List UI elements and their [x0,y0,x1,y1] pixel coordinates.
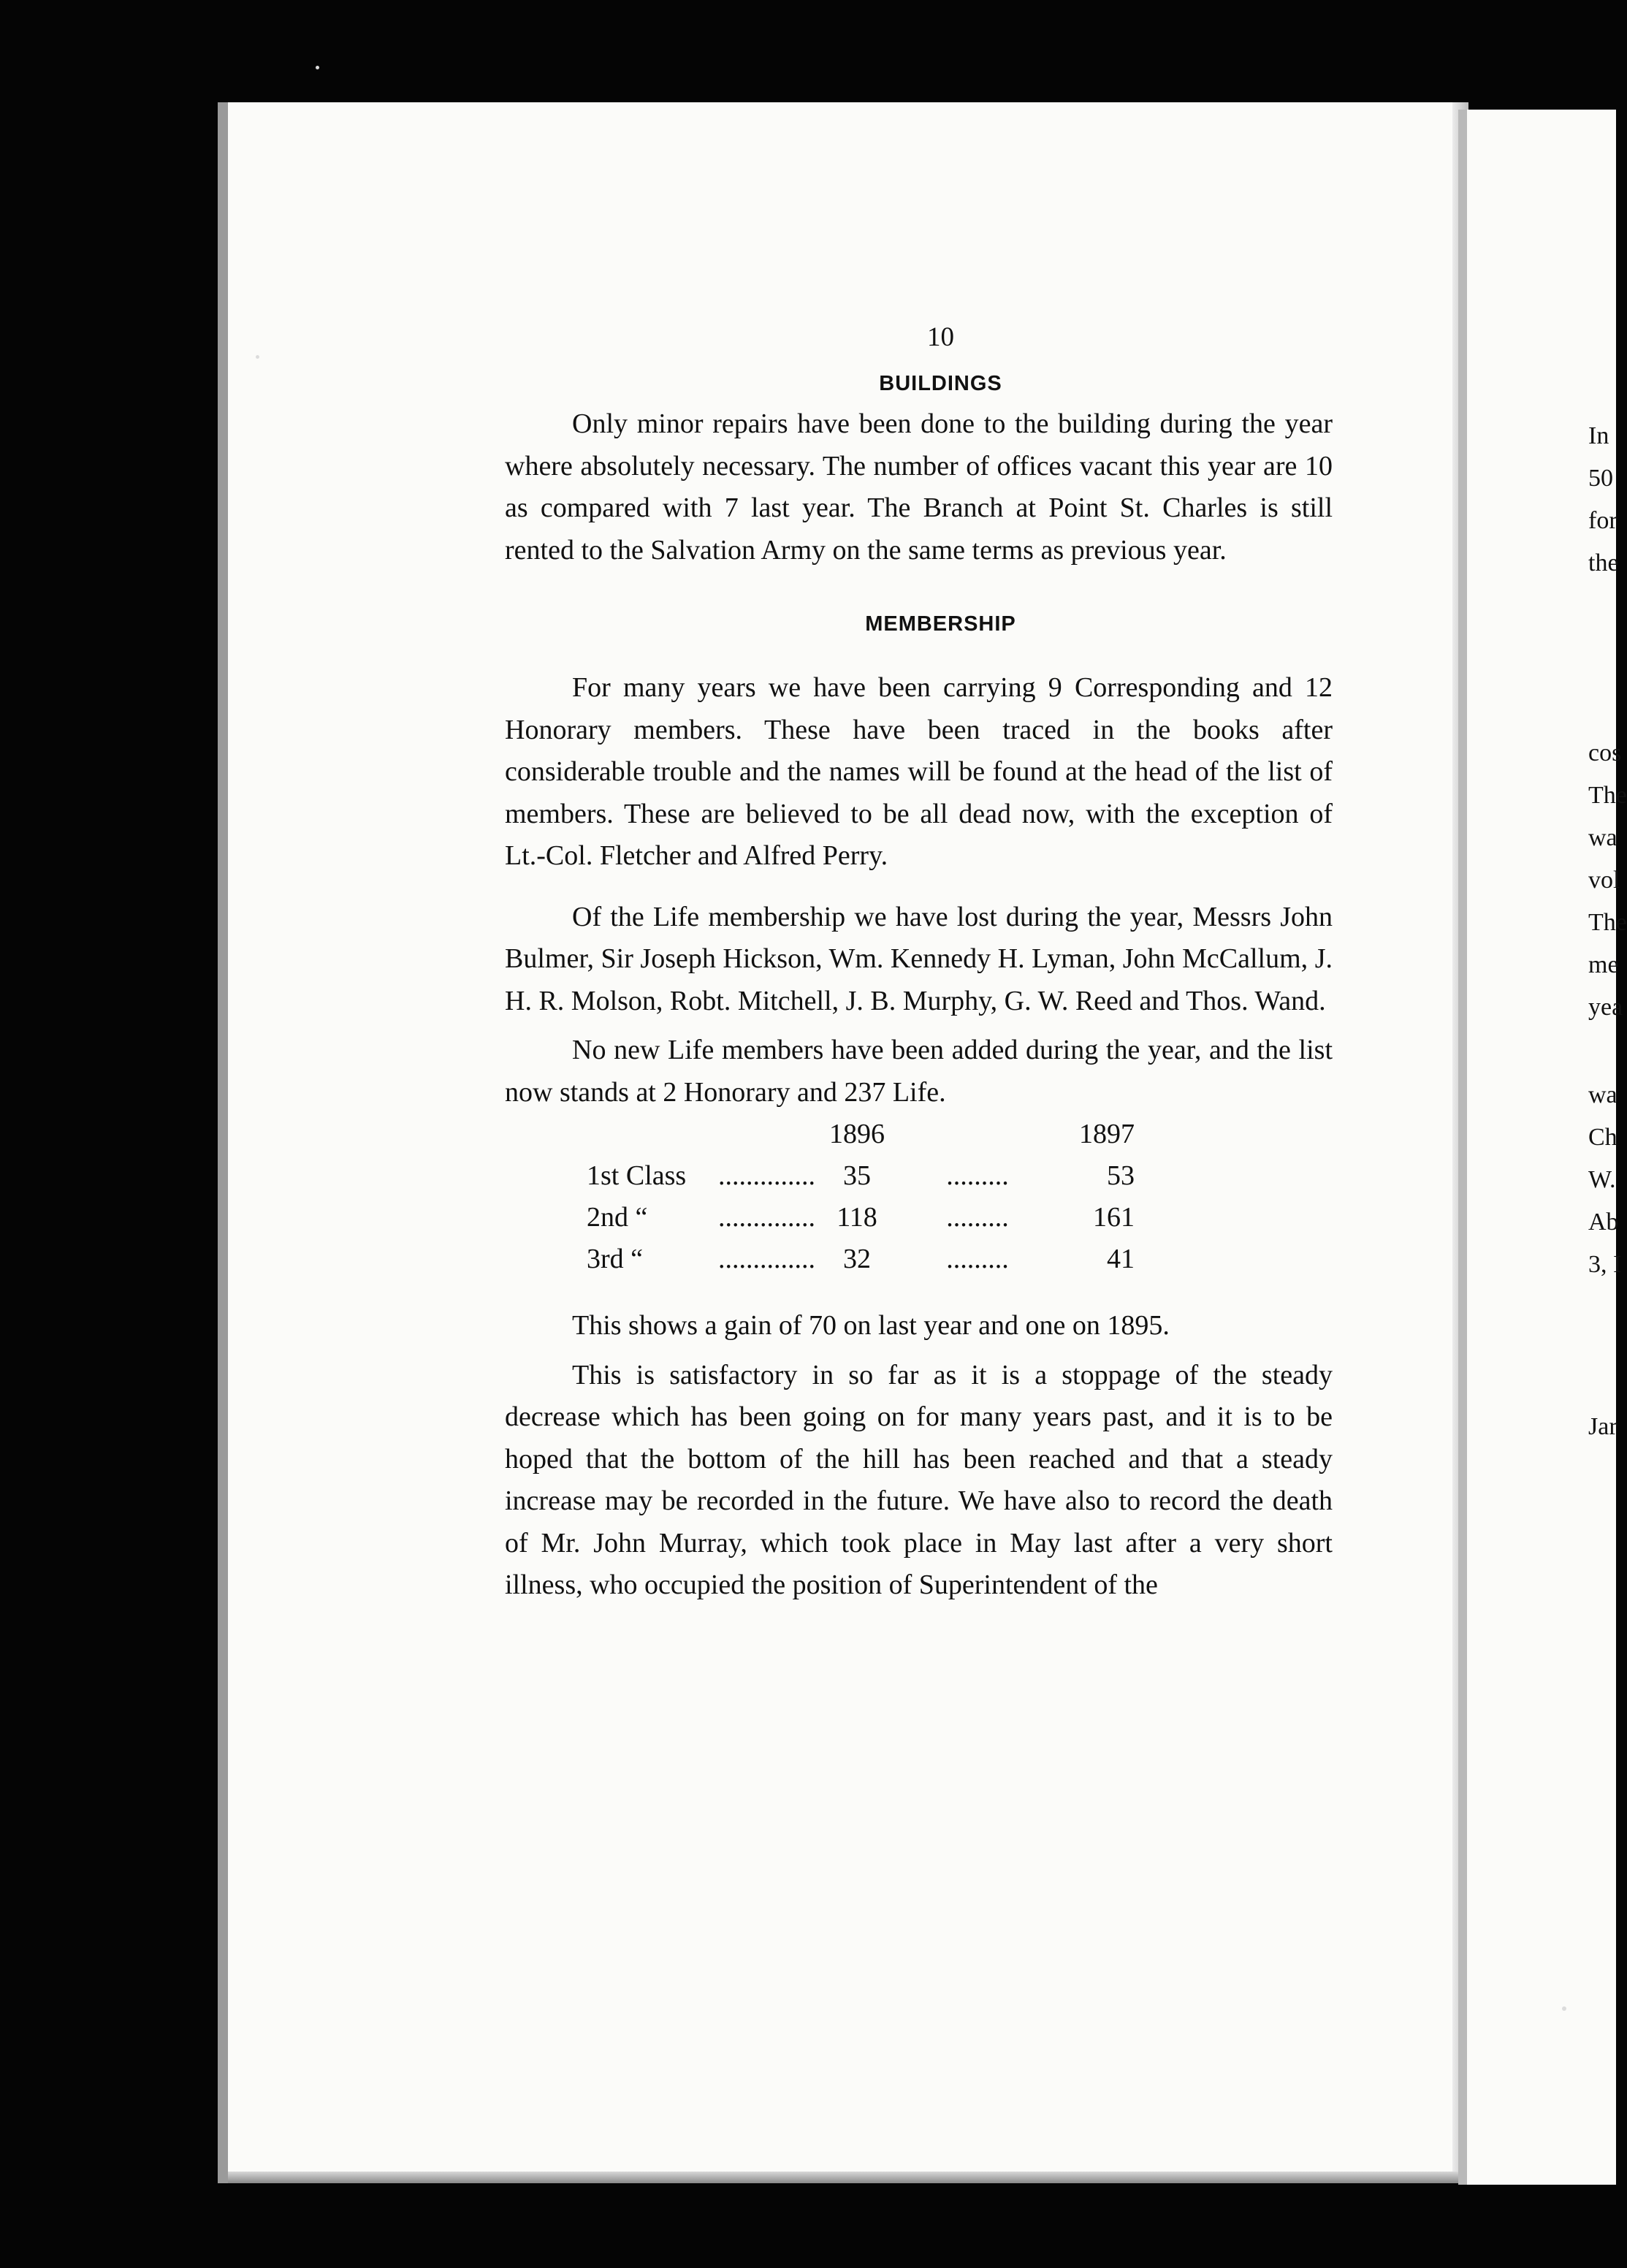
dust-speck [256,355,259,359]
facing-page-fragment: vol [1588,867,1620,894]
membership-heading: MEMBERSHIP [865,612,1016,636]
table-header-1897: 1897 [1079,1119,1135,1149]
leader-dots: ......... [946,1244,1009,1274]
table-row [587,1197,1135,1238]
facing-page-fragment: cos [1588,739,1622,766]
row-label: 2nd “ [587,1202,648,1233]
membership-paragraph: For many years we have been carrying 9 Corresponding and 12 Honorary members. These have been traced in the books after considerable trouble and the names will be found at the head of the list of members. These are believed to be all dead now, with the exception of Lt.-Col. Fletcher and Alfred Perry. [505,672,1333,871]
table-header-1896: 1896 [829,1119,885,1149]
facing-page-fragment: wa [1588,1081,1618,1108]
page-number: 10 [927,322,954,352]
facing-page-fragment: W. [1588,1166,1616,1193]
dust-speck [1562,2006,1566,2011]
membership-paragraph: No new Life members have been added during the year, and the list now stands at 2 Honorary and 237 Life. [505,1035,1333,1108]
leader-dots: ......... [946,1202,1009,1233]
facing-page-fragment: Ch [1588,1124,1618,1151]
facing-page-fragment: 3, I [1588,1251,1622,1278]
facing-page-fragment: The [1588,782,1627,809]
dust-speck [316,66,319,69]
facing-page-fragment: Jar [1588,1413,1618,1440]
facing-page-fragment: The [1588,909,1627,936]
membership-summary: This shows a gain of 70 on last year and one on 1895. [572,1310,1170,1341]
facing-page-fragment: the [1588,549,1619,576]
value-1896: 35 [843,1160,871,1191]
facing-page-fragment: for [1588,507,1618,534]
row-label: 1st Class [587,1160,687,1191]
membership-paragraph: Of the Life membership we have lost during the year, Messrs John Bulmer, Sir Joseph Hickson, Wm. Kennedy H. Lyman, John McCallum, J. H. R. Molson, Robt. Mitchell, J. B. Murphy, G. W. Reed and Thos. Wand. [505,901,1333,1016]
facing-page-fragment: wa [1588,824,1618,851]
facing-page-fragment: In [1588,422,1609,449]
leader-dots: .............. [718,1244,815,1274]
table-row [587,1155,1135,1197]
facing-page-fragment: Ab [1588,1209,1619,1236]
leader-dots: ......... [946,1160,1009,1191]
value-1896: 32 [843,1244,871,1274]
page-bottom-edge [228,2172,1468,2183]
value-1897: 53 [1107,1160,1135,1191]
value-1896: 118 [837,1202,877,1233]
leader-dots: .............. [718,1202,815,1233]
value-1897: 41 [1107,1244,1135,1274]
facing-page-fragment: 50 [1588,465,1613,492]
facing-page-fragment: yea [1588,994,1623,1021]
buildings-paragraph: Only minor repairs have been done to the building during the year where absolutely necessary. The number of offices vacant this year are 10 as compared with 7 last year. The Branch at Point St. Charles is still rented to the Salvation Army on the same terms as previous year. [505,408,1333,566]
membership-paragraph: This is satisfactory in so far as it is a stoppage of the steady decrease which has been going on for many years past, and it is to be hoped that the bottom of the hill has been reached and that a steady increase may be recorded in the future. We have also to record the death of Mr. John Murray, which took place in May last after a very short illness, who occupied the position of Superintendent of the [505,1359,1333,1600]
value-1897: 161 [1093,1202,1135,1233]
facing-page [1458,110,1627,2185]
leader-dots: .............. [718,1160,815,1191]
page-content [505,321,1333,1607]
table-row [587,1238,1135,1280]
buildings-heading: BUILDINGS [879,372,1002,395]
table-header-row [587,1114,1135,1155]
facing-page-fragment: me [1588,951,1619,978]
row-label: 3rd “ [587,1244,644,1274]
membership-table [587,1114,1135,1280]
